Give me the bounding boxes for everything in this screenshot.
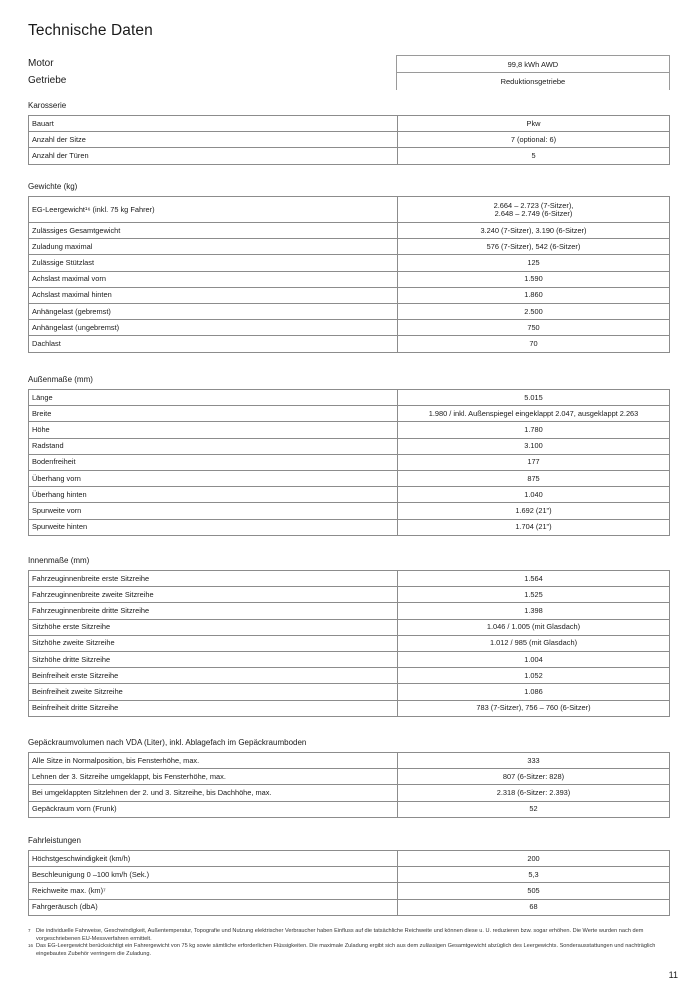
table-row — [29, 116, 670, 132]
row-value: 7 (optional: 6) — [398, 132, 670, 148]
row-value: 3.100 — [398, 438, 670, 454]
table-row — [29, 503, 670, 519]
row-label: Bodenfreiheit — [29, 454, 398, 470]
row-label: Fahrgeräusch (dbA) — [29, 899, 398, 915]
footnote-text: Die individuelle Fahrweise, Geschwindigkeit, Außentemperatur, Topografie und Nutzung elektrischer Verbraucher haben Einfluss auf die tatsächliche Reichweite und können diese u. U. reduzieren bzw. sogar erhöhen. Die Werte wurden nach dem vorgeschriebenen EU-Messverfahren ermittelt. — [36, 928, 644, 942]
table-row — [29, 422, 670, 438]
spec-table — [28, 570, 670, 717]
row-value: 783 (7-Sitzer), 756 – 760 (6-Sitzer) — [398, 700, 670, 716]
table-row — [29, 303, 670, 319]
row-label: Anhängelast (gebremst) — [29, 303, 398, 319]
table-row — [29, 867, 670, 883]
motor-label: Motor — [28, 58, 54, 69]
row-value: 1.040 — [398, 487, 670, 503]
section-title: Gepäckraumvolumen nach VDA (Liter), inkl. Ablagefach im Gepäckraumboden — [28, 738, 307, 747]
row-label: Reichweite max. (km)⁷ — [29, 883, 398, 899]
section-title: Karosserie — [28, 101, 67, 110]
table-row — [29, 271, 670, 287]
footnote — [28, 928, 670, 943]
row-value: 1.704 (21") — [398, 519, 670, 535]
row-label: Fahrzeuginnenbreite zweite Sitzreihe — [29, 587, 398, 603]
table-row — [29, 255, 670, 271]
row-label: Dachlast — [29, 336, 398, 352]
row-label: Länge — [29, 390, 398, 406]
row-label: Spurweite hinten — [29, 519, 398, 535]
spec-table — [28, 850, 670, 916]
row-label: Sitzhöhe erste Sitzreihe — [29, 619, 398, 635]
section-title: Außenmaße (mm) — [28, 375, 93, 384]
row-value: 5 — [398, 148, 670, 164]
motor-row — [28, 55, 670, 72]
row-value: 1.046 / 1.005 (mit Glasdach) — [398, 619, 670, 635]
section-title: Innenmaße (mm) — [28, 556, 90, 565]
row-value: 1.980 / inkl. Außenspiegel eingeklappt 2.047, ausgeklappt 2.263 — [398, 406, 670, 422]
row-value: 3.240 (7-Sitzer), 3.190 (6-Sitzer) — [398, 223, 670, 239]
table-row — [29, 700, 670, 716]
table-row — [29, 603, 670, 619]
section-fahrleistungen — [28, 835, 670, 916]
table-row — [29, 470, 670, 486]
row-value: 505 — [398, 883, 670, 899]
footnote-text: Das EG-Leergewicht berücksichtigt ein Fahrergewicht von 75 kg sowie sämtliche erforderlichen Flüssigkeiten. Die maximale Zuladung ergibt sich aus dem zulässigen Gesamtgewicht abzüglich des Leergewichts. Sonderausstattungen und nachträglich eingebautes Zubehör verringern die Zuladung. — [36, 943, 656, 957]
gearbox-row — [28, 72, 670, 89]
row-value: 68 — [398, 899, 670, 915]
row-label: Sitzhöhe zweite Sitzreihe — [29, 635, 398, 651]
row-label: EG-Leergewicht¹⁶ (inkl. 75 kg Fahrer) — [29, 197, 398, 223]
row-value: 125 — [398, 255, 670, 271]
row-value: 875 — [398, 470, 670, 486]
table-row — [29, 769, 670, 785]
row-value: 200 — [398, 851, 670, 867]
table-row — [29, 753, 670, 769]
row-value: 2.318 (6-Sitzer: 2.393) — [398, 785, 670, 801]
row-value: 750 — [398, 320, 670, 336]
row-label: Bei umgeklappten Sitzlehnen der 2. und 3. Sitzreihe, bis Dachhöhe, max. — [29, 785, 398, 801]
row-value: 1.086 — [398, 684, 670, 700]
row-label: Gepäckraum vorn (Frunk) — [29, 801, 398, 817]
table-row — [29, 390, 670, 406]
motor-value: 99,8 kWh AWD — [396, 55, 670, 73]
table-row — [29, 519, 670, 535]
row-label: Überhang vorn — [29, 470, 398, 486]
row-value: 177 — [398, 454, 670, 470]
table-row — [29, 336, 670, 352]
row-value: 333 — [398, 753, 670, 769]
row-value: 1.012 / 985 (mit Glasdach) — [398, 635, 670, 651]
row-label: Anzahl der Türen — [29, 148, 398, 164]
row-label: Achslast maximal vorn — [29, 271, 398, 287]
page-title: Technische Daten — [28, 22, 153, 39]
section-title: Gewichte (kg) — [28, 182, 78, 191]
footnote-mark: 7 — [28, 928, 31, 933]
table-row — [29, 223, 670, 239]
table-row — [29, 635, 670, 651]
table-row — [29, 148, 670, 164]
row-label: Höhe — [29, 422, 398, 438]
table-row — [29, 571, 670, 587]
table-row — [29, 883, 670, 899]
row-label: Fahrzeuginnenbreite dritte Sitzreihe — [29, 603, 398, 619]
gearbox-label: Getriebe — [28, 75, 67, 86]
row-value: 1.780 — [398, 422, 670, 438]
row-value: 1.590 — [398, 271, 670, 287]
row-value: 1.692 (21") — [398, 503, 670, 519]
row-value: Pkw — [398, 116, 670, 132]
spec-table — [28, 115, 670, 165]
table-row — [29, 668, 670, 684]
row-label: Achslast maximal hinten — [29, 287, 398, 303]
spec-table — [28, 752, 670, 818]
row-value: 1.564 — [398, 571, 670, 587]
table-row — [29, 851, 670, 867]
row-label: Höchstgeschwindigkeit (km/h) — [29, 851, 398, 867]
row-label: Zulässiges Gesamtgewicht — [29, 223, 398, 239]
row-label: Radstand — [29, 438, 398, 454]
section-innenmasse — [28, 555, 670, 717]
table-row — [29, 801, 670, 817]
table-row — [29, 785, 670, 801]
row-value: 5.015 — [398, 390, 670, 406]
footnote-mark: 16 — [28, 943, 34, 949]
table-row — [29, 899, 670, 915]
section-karosserie — [28, 100, 670, 165]
row-value: 1.398 — [398, 603, 670, 619]
footnote — [28, 943, 670, 958]
row-label: Sitzhöhe dritte Sitzreihe — [29, 651, 398, 667]
table-row — [29, 651, 670, 667]
table-row — [29, 684, 670, 700]
spec-table — [28, 196, 670, 353]
row-label: Zuladung maximal — [29, 239, 398, 255]
row-label: Lehnen der 3. Sitzreihe umgeklappt, bis Fensterhöhe, max. — [29, 769, 398, 785]
row-label: Fahrzeuginnenbreite erste Sitzreihe — [29, 571, 398, 587]
row-label: Beschleunigung 0 –100 km/h (Sek.) — [29, 867, 398, 883]
section-gepaeckraum — [28, 737, 670, 818]
row-value: 52 — [398, 801, 670, 817]
row-value: 5,3 — [398, 867, 670, 883]
row-value: 807 (6-Sitzer: 828) — [398, 769, 670, 785]
row-label: Anhängelast (ungebremst) — [29, 320, 398, 336]
row-label: Beinfreiheit dritte Sitzreihe — [29, 700, 398, 716]
row-label: Beinfreiheit erste Sitzreihe — [29, 668, 398, 684]
row-value: 1.860 — [398, 287, 670, 303]
table-row — [29, 438, 670, 454]
row-label: Spurweite vorn — [29, 503, 398, 519]
table-row — [29, 619, 670, 635]
row-label: Alle Sitze in Normalposition, bis Fensterhöhe, max. — [29, 753, 398, 769]
row-label: Beinfreiheit zweite Sitzreihe — [29, 684, 398, 700]
section-title: Fahrleistungen — [28, 836, 81, 845]
row-label: Zulässige Stützlast — [29, 255, 398, 271]
row-value: 576 (7-Sitzer), 542 (6-Sitzer) — [398, 239, 670, 255]
table-row — [29, 406, 670, 422]
row-value: 70 — [398, 336, 670, 352]
table-row — [29, 239, 670, 255]
row-value: 1.525 — [398, 587, 670, 603]
table-row — [29, 197, 670, 223]
row-label: Breite — [29, 406, 398, 422]
table-row — [29, 487, 670, 503]
row-label: Anzahl der Sitze — [29, 132, 398, 148]
section-gewichte — [28, 181, 670, 353]
table-row — [29, 132, 670, 148]
row-value: 2.500 — [398, 303, 670, 319]
table-row — [29, 287, 670, 303]
section-aussenmasse — [28, 374, 670, 536]
spec-table — [28, 389, 670, 536]
footnotes — [28, 928, 670, 958]
drivetrain-block — [28, 55, 670, 89]
row-label: Überhang hinten — [29, 487, 398, 503]
row-label: Bauart — [29, 116, 398, 132]
table-row — [29, 454, 670, 470]
row-value: 1.004 — [398, 651, 670, 667]
row-value: 1.052 — [398, 668, 670, 684]
table-row — [29, 320, 670, 336]
page-number: 11 — [668, 970, 678, 980]
gearbox-value: Reduktionsgetriebe — [396, 72, 670, 90]
table-row — [29, 587, 670, 603]
row-value: 2.664 – 2.723 (7-Sitzer), 2.648 – 2.749 (6-Sitzer) — [398, 197, 670, 223]
